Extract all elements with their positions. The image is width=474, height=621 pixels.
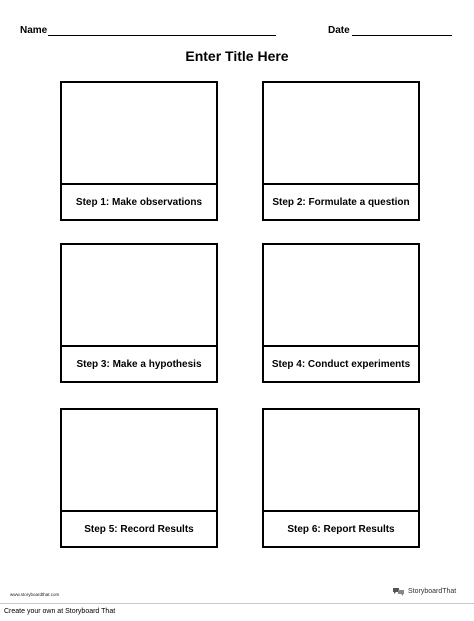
drawing-frame[interactable] [62,410,216,514]
drawing-frame[interactable] [264,245,418,349]
drawing-frame[interactable] [62,245,216,349]
drawing-frame[interactable] [264,83,418,187]
date-field-line[interactable] [352,35,452,36]
name-field-line[interactable] [48,35,276,36]
drawing-frame[interactable] [264,410,418,514]
step-card-2[interactable] [262,81,420,221]
step-caption: Step 6: Report Results [264,510,418,546]
brand-name: StoryboardThat [408,588,457,595]
step-card-6[interactable] [262,408,420,548]
step-caption: Step 1: Make observations [62,183,216,219]
step-caption: Step 5: Record Results [62,510,216,546]
step-card-1[interactable] [60,81,218,221]
page-title[interactable]: Enter Title Here [185,48,289,64]
name-label: Name [20,25,48,36]
drawing-frame[interactable] [62,83,216,187]
step-card-4[interactable] [262,243,420,383]
step-caption: Step 3: Make a hypothesis [62,345,216,381]
step-caption: Step 4: Conduct experiments [264,345,418,381]
speech-bubbles-icon [392,587,405,596]
create-your-own-link[interactable]: Create your own at Storyboard That [4,608,116,615]
footer-bar [0,603,474,621]
storyboardthat-logo [392,587,456,596]
step-caption: Step 2: Formulate a question [264,183,418,219]
date-label: Date [328,25,350,36]
step-card-5[interactable] [60,408,218,548]
step-card-3[interactable] [60,243,218,383]
site-url: www.storyboardthat.com [10,592,60,597]
